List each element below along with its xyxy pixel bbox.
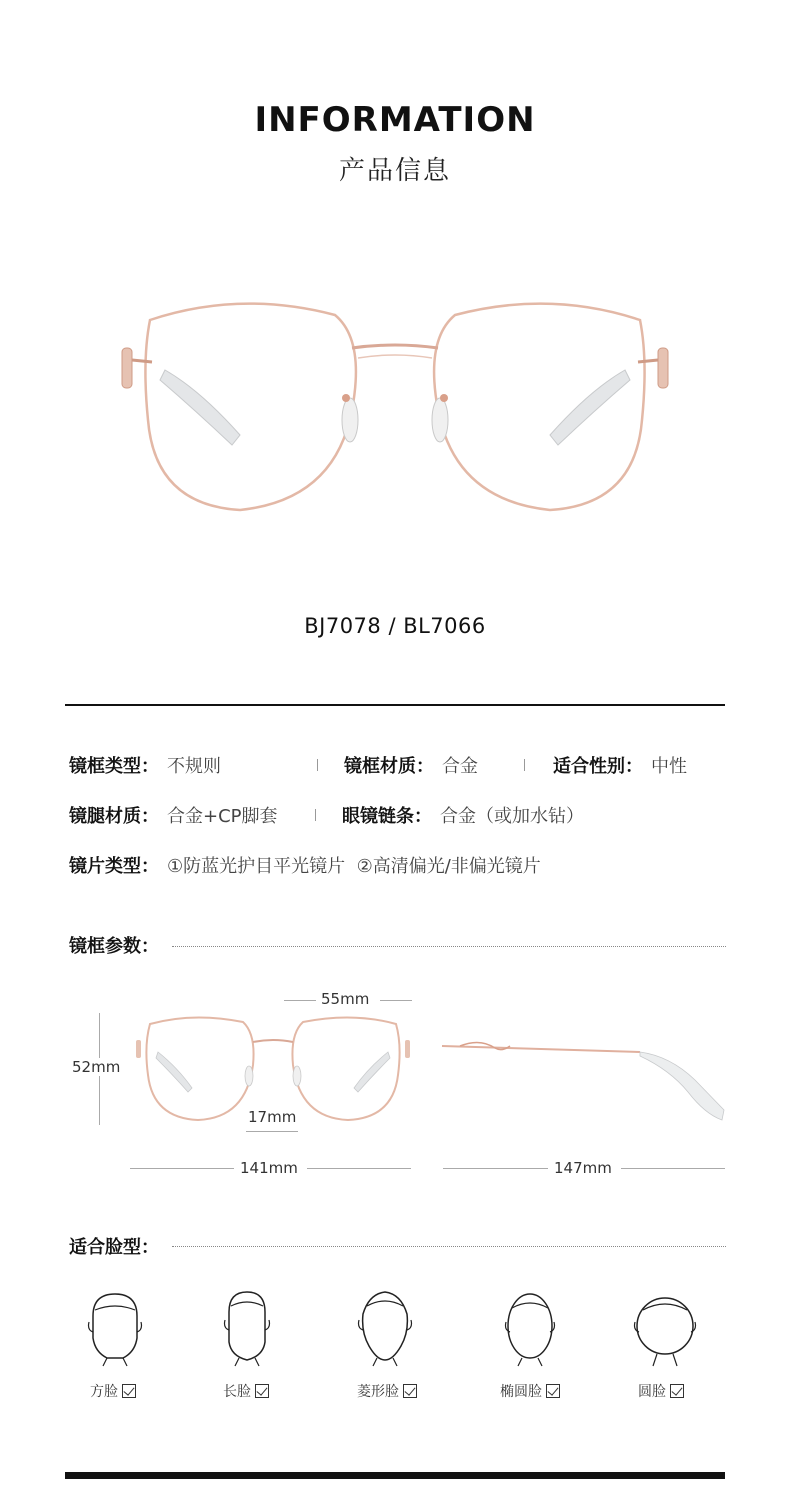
spec-row-1 [69,750,729,780]
model-number: BJ7078 / BL7066 [304,614,486,638]
spec-row-3 [69,850,729,880]
checkbox-checked-icon [122,1384,136,1398]
frame-type-label: 镜框类型： [69,756,159,777]
chain-value: 合金（或加水钻） [440,806,584,827]
lens-height-value: 52mm [72,1058,121,1076]
lens-type-label: 镜片类型： [69,856,159,877]
gender-value: 中性 [651,756,687,777]
title-english: INFORMATION [254,100,536,140]
divider-bottom [65,1472,725,1479]
bridge-value: 17mm [248,1108,297,1126]
face-shapes-label: 适合脸型： [69,1237,159,1258]
frame-width-line-right [307,1168,411,1169]
frame-params-label: 镜框参数： [69,936,159,957]
temple-length-line-right [621,1168,725,1169]
face-name: 椭圆脸 [500,1384,542,1400]
spec-row-2 [69,800,729,830]
lens-type-value: ①防蓝光护目平光镜片 ②高清偏光/非偏光镜片 [167,856,541,877]
temple-material-value: 合金+CP脚套 [167,806,278,827]
dotted-leader [172,1246,726,1247]
checkbox-checked-icon [255,1384,269,1398]
round-face-icon [625,1288,705,1368]
face-label-long [223,1381,269,1401]
frame-width-value: 141mm [240,1159,298,1177]
divider-top [65,704,725,706]
chain-label: 眼镜链条： [342,806,432,827]
long-face-icon [207,1288,287,1368]
square-face-icon [75,1288,155,1368]
lens-width-line-right [380,1000,412,1001]
lens-width-line-left [284,1000,316,1001]
separator [315,809,316,821]
face-name: 菱形脸 [357,1384,399,1400]
temple-length-value: 147mm [554,1159,612,1177]
gender-label: 适合性别： [553,756,643,777]
separator [524,759,525,771]
face-label-oval [500,1381,560,1401]
checkbox-checked-icon [403,1384,417,1398]
glasses-front-image [90,270,700,540]
face-name: 长脸 [223,1384,251,1400]
lens-width-value: 55mm [321,990,370,1008]
dotted-leader [172,946,726,947]
frame-type-value: 不规则 [167,756,221,777]
face-label-square [90,1381,136,1401]
separator [317,759,318,771]
face-label-round [638,1381,684,1401]
bridge-line [246,1131,298,1132]
frame-material-value: 合金 [442,756,478,777]
frame-width-line-left [130,1168,234,1169]
checkbox-checked-icon [546,1384,560,1398]
face-name: 方脸 [90,1384,118,1400]
face-label-diamond [357,1381,417,1401]
diamond-face-icon [345,1288,425,1368]
frame-material-label: 镜框材质： [344,756,434,777]
temple-length-line-left [443,1168,548,1169]
oval-face-icon [490,1288,570,1368]
face-name: 圆脸 [638,1384,666,1400]
temple-material-label: 镜腿材质： [69,806,159,827]
title-chinese: 产品信息 [338,156,451,186]
glasses-temple-diagram [440,1030,730,1130]
checkbox-checked-icon [670,1384,684,1398]
